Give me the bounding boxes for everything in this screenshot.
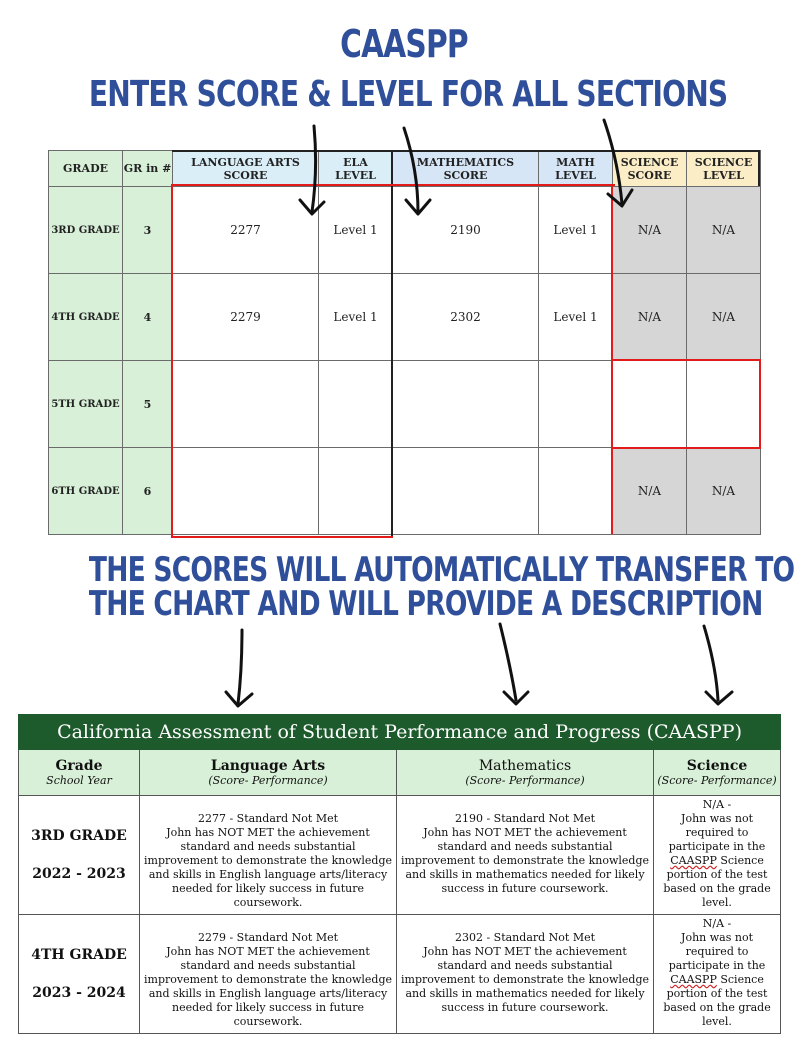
arrow-icon	[604, 120, 622, 204]
sci-score-cell[interactable]: N/A	[613, 448, 687, 535]
math-level-cell[interactable]	[539, 448, 613, 535]
pointer-arrows-bottom	[0, 600, 808, 720]
sci-score-cell[interactable]: N/A	[613, 187, 687, 274]
arrow-icon	[500, 624, 516, 700]
report-grade-cell: 4TH GRADE 2023 - 2024	[19, 915, 140, 1034]
transfer-note-line2: THE CHART AND WILL PROVIDE A DESCRIPTION	[88, 584, 763, 624]
transfer-note-line1: THE SCORES WILL AUTOMATICALLY TRANSFER TO	[88, 550, 795, 590]
la-score-cell[interactable]: 2277	[173, 187, 319, 274]
header-la-score: LANGUAGE ARTS SCORE	[173, 151, 319, 187]
report-header-math: Mathematics (Score- Performance)	[397, 750, 654, 796]
entry-grade: 5TH GRADE	[49, 361, 123, 448]
entry-grade: 3RD GRADE	[49, 187, 123, 274]
report-row-3rd	[19, 796, 781, 915]
math-level-cell[interactable]	[539, 361, 613, 448]
science-description: N/A - John was not required to participate in the CAASPP Science portion of the test based on the grade level.	[654, 915, 781, 1034]
report-header-sci: Science (Score- Performance)	[654, 750, 781, 796]
header-ela-level: ELA LEVEL	[319, 151, 393, 187]
report-row-4th	[19, 915, 781, 1034]
arrow-icon	[704, 626, 718, 700]
entry-grade-num: 6	[123, 448, 173, 535]
report-header-la: Language Arts (Score- Performance)	[140, 750, 397, 796]
report-grade-cell: 3RD GRADE 2022 - 2023	[19, 796, 140, 915]
sci-level-cell[interactable]: N/A	[687, 187, 761, 274]
ela-level-cell[interactable]: Level 1	[319, 274, 393, 361]
header-math-level: MATH LEVEL	[539, 151, 613, 187]
header-grade: GRADE	[49, 151, 123, 187]
ela-level-cell[interactable]: Level 1	[319, 187, 393, 274]
arrow-icon	[312, 126, 316, 212]
sci-level-cell[interactable]	[687, 361, 761, 448]
la-description: 2279 - Standard Not Met John has NOT MET the achievement standard and needs substantial improvement to demonstrate the knowledge and skills in English language arts/literacy needed for likely success in future coursework.	[140, 915, 397, 1034]
report-title: California Assessment of Student Performance and Progress (CAASPP)	[19, 715, 781, 750]
entry-grade-num: 5	[123, 361, 173, 448]
header-sci-score: SCIENCE SCORE	[613, 151, 687, 187]
entry-row-6th	[49, 448, 761, 535]
header-gr-num: GR in #	[123, 151, 173, 187]
la-score-cell[interactable]	[173, 361, 319, 448]
headline-title: CAASPP	[340, 22, 468, 66]
caaspp-report-table	[18, 714, 781, 1034]
headline-subtitle: ENTER SCORE & LEVEL FOR ALL SECTIONS	[88, 74, 728, 115]
entry-grade: 4TH GRADE	[49, 274, 123, 361]
ela-level-cell[interactable]	[319, 448, 393, 535]
math-score-cell[interactable]: 2302	[393, 274, 539, 361]
ela-level-cell[interactable]	[319, 361, 393, 448]
entry-grade-num: 3	[123, 187, 173, 274]
sci-level-cell[interactable]: N/A	[687, 448, 761, 535]
entry-grade: 6TH GRADE	[49, 448, 123, 535]
entry-grade-num: 4	[123, 274, 173, 361]
math-description: 2190 - Standard Not Met John has NOT MET the achievement standard and needs substantial improvement to demonstrate the knowledge and skills in mathematics needed for likely success in future coursework.	[397, 796, 654, 915]
la-score-cell[interactable]: 2279	[173, 274, 319, 361]
sci-score-cell[interactable]	[613, 361, 687, 448]
sci-level-cell[interactable]: N/A	[687, 274, 761, 361]
report-title-row	[19, 715, 781, 750]
math-score-cell[interactable]: 2190	[393, 187, 539, 274]
math-level-cell[interactable]: Level 1	[539, 187, 613, 274]
entry-row-5th	[49, 361, 761, 448]
la-score-cell[interactable]	[173, 448, 319, 535]
science-description: N/A - John was not required to participate in the CAASPP Science portion of the test based on the grade level.	[654, 796, 781, 915]
entry-row-4th	[49, 274, 761, 361]
header-sci-level: SCIENCE LEVEL	[687, 151, 761, 187]
pointer-arrows-top	[0, 0, 808, 240]
header-math-score: MATHEMATICS SCORE	[393, 151, 539, 187]
arrow-icon	[238, 630, 242, 704]
report-header-grade: Grade School Year	[19, 750, 140, 796]
math-description: 2302 - Standard Not Met John has NOT MET the achievement standard and needs substantial improvement to demonstrate the knowledge and skills in mathematics needed for likely success in future coursework.	[397, 915, 654, 1034]
la-description: 2277 - Standard Not Met John has NOT MET the achievement standard and needs substantial improvement to demonstrate the knowledge and skills in English language arts/literacy needed for likely success in future coursework.	[140, 796, 397, 915]
report-header-row	[19, 750, 781, 796]
sci-score-cell[interactable]: N/A	[613, 274, 687, 361]
math-score-cell[interactable]	[393, 361, 539, 448]
math-score-cell[interactable]	[393, 448, 539, 535]
math-level-cell[interactable]: Level 1	[539, 274, 613, 361]
